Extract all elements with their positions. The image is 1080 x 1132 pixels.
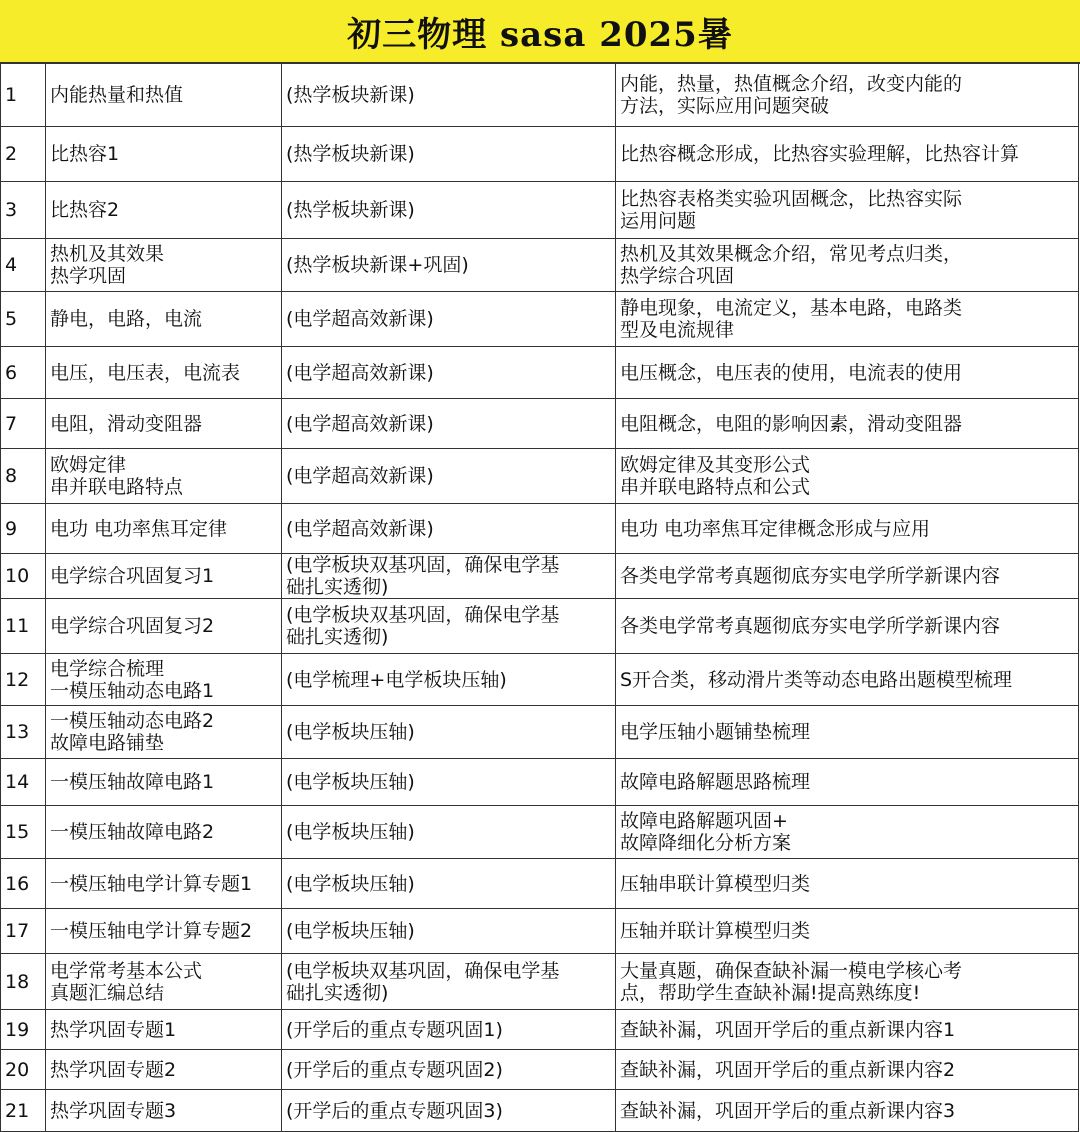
cell-topic: 热学巩固专题2 (46, 1050, 282, 1090)
cell-description: 热机及其效果概念介绍，常见考点归类， 热学综合巩固 (616, 239, 1079, 292)
cell-number: 21 (1, 1090, 46, 1132)
cell-number: 11 (1, 599, 46, 654)
cell-topic: 电学综合巩固复习2 (46, 599, 282, 654)
cell-topic: 热机及其效果 热学巩固 (46, 239, 282, 292)
cell-description: 电压概念，电压表的使用，电流表的使用 (616, 347, 1079, 399)
cell-number: 2 (1, 127, 46, 182)
table-row (1, 504, 1079, 554)
table-row (1, 599, 1079, 654)
cell-type: (电学板块压轴) (282, 806, 616, 859)
table-row (1, 859, 1079, 909)
cell-topic: 电功 电功率焦耳定律 (46, 504, 282, 554)
cell-number: 17 (1, 909, 46, 954)
cell-number: 10 (1, 554, 46, 599)
cell-description: S开合类，移动滑片类等动态电路出题模型梳理 (616, 654, 1079, 706)
cell-number: 8 (1, 449, 46, 504)
cell-description: 各类电学常考真题彻底夯实电学所学新课内容 (616, 599, 1079, 654)
table-row (1, 706, 1079, 759)
cell-description: 电阻概念，电阻的影响因素，滑动变阻器 (616, 399, 1079, 449)
table-row (1, 127, 1079, 182)
cell-type: (开学后的重点专题巩固3) (282, 1090, 616, 1132)
cell-type: (热学板块新课+巩固) (282, 239, 616, 292)
cell-description: 比热容概念形成，比热容实验理解，比热容计算 (616, 127, 1079, 182)
cell-number: 6 (1, 347, 46, 399)
cell-type: (电学板块压轴) (282, 859, 616, 909)
table-row (1, 806, 1079, 859)
table-body (1, 63, 1079, 1132)
cell-number: 18 (1, 954, 46, 1010)
cell-description: 欧姆定律及其变形公式 串并联电路特点和公式 (616, 449, 1079, 504)
table-row (1, 1050, 1079, 1090)
table-row (1, 239, 1079, 292)
cell-type: (电学超高效新课) (282, 347, 616, 399)
cell-number: 5 (1, 292, 46, 347)
cell-description: 查缺补漏，巩固开学后的重点新课内容3 (616, 1090, 1079, 1132)
cell-topic: 一模压轴故障电路1 (46, 759, 282, 806)
cell-number: 15 (1, 806, 46, 859)
table-row (1, 1010, 1079, 1050)
cell-topic: 比热容2 (46, 182, 282, 239)
table-row (1, 292, 1079, 347)
cell-topic: 静电，电路，电流 (46, 292, 282, 347)
cell-topic: 电学综合巩固复习1 (46, 554, 282, 599)
cell-topic: 电学常考基本公式 真题汇编总结 (46, 954, 282, 1010)
cell-topic: 热学巩固专题3 (46, 1090, 282, 1132)
cell-number: 20 (1, 1050, 46, 1090)
cell-topic: 电阻，滑动变阻器 (46, 399, 282, 449)
cell-number: 1 (1, 63, 46, 127)
page-title: 初三物理 sasa 2025暑 (347, 14, 733, 55)
cell-number: 12 (1, 654, 46, 706)
cell-type: (热学板块新课) (282, 127, 616, 182)
cell-type: (电学超高效新课) (282, 399, 616, 449)
cell-description: 内能，热量，热值概念介绍，改变内能的 方法，实际应用问题突破 (616, 63, 1079, 127)
table-row (1, 1090, 1079, 1132)
cell-type: (电学板块压轴) (282, 909, 616, 954)
cell-number: 9 (1, 504, 46, 554)
cell-number: 13 (1, 706, 46, 759)
cell-topic: 一模压轴动态电路2 故障电路铺垫 (46, 706, 282, 759)
table-row (1, 63, 1079, 127)
cell-description: 故障电路解题巩固+ 故障降细化分析方案 (616, 806, 1079, 859)
cell-topic: 一模压轴电学计算专题2 (46, 909, 282, 954)
cell-description: 比热容表格类实验巩固概念，比热容实际 运用问题 (616, 182, 1079, 239)
course-schedule-table (0, 62, 1079, 1132)
cell-topic: 热学巩固专题1 (46, 1010, 282, 1050)
cell-type: (电学超高效新课) (282, 449, 616, 504)
table-row (1, 347, 1079, 399)
table-row (1, 909, 1079, 954)
cell-topic: 一模压轴故障电路2 (46, 806, 282, 859)
cell-type: (电学板块双基巩固，确保电学基 础扎实透彻) (282, 599, 616, 654)
table-row (1, 399, 1079, 449)
cell-topic: 一模压轴电学计算专题1 (46, 859, 282, 909)
cell-type: (电学板块双基巩固，确保电学基 础扎实透彻) (282, 954, 616, 1010)
cell-type: (电学超高效新课) (282, 292, 616, 347)
cell-description: 故障电路解题思路梳理 (616, 759, 1079, 806)
cell-type: (开学后的重点专题巩固2) (282, 1050, 616, 1090)
cell-type: (热学板块新课) (282, 182, 616, 239)
cell-number: 19 (1, 1010, 46, 1050)
table-row (1, 554, 1079, 599)
table-row (1, 759, 1079, 806)
cell-description: 各类电学常考真题彻底夯实电学所学新课内容 (616, 554, 1079, 599)
cell-description: 电学压轴小题铺垫梳理 (616, 706, 1079, 759)
cell-description: 静电现象，电流定义，基本电路，电路类 型及电流规律 (616, 292, 1079, 347)
cell-description: 查缺补漏，巩固开学后的重点新课内容2 (616, 1050, 1079, 1090)
cell-number: 4 (1, 239, 46, 292)
cell-type: (电学梳理+电学板块压轴) (282, 654, 616, 706)
cell-topic: 欧姆定律 串并联电路特点 (46, 449, 282, 504)
cell-type: (电学超高效新课) (282, 504, 616, 554)
cell-number: 7 (1, 399, 46, 449)
cell-topic: 电学综合梳理 一模压轴动态电路1 (46, 654, 282, 706)
cell-number: 3 (1, 182, 46, 239)
title-bar (0, 0, 1080, 64)
cell-description: 压轴串联计算模型归类 (616, 859, 1079, 909)
cell-topic: 比热容1 (46, 127, 282, 182)
cell-type: (电学板块压轴) (282, 759, 616, 806)
table-row (1, 182, 1079, 239)
cell-description: 查缺补漏，巩固开学后的重点新课内容1 (616, 1010, 1079, 1050)
cell-type: (电学板块双基巩固，确保电学基 础扎实透彻) (282, 554, 616, 599)
cell-description: 电功 电功率焦耳定律概念形成与应用 (616, 504, 1079, 554)
cell-number: 14 (1, 759, 46, 806)
table-row (1, 449, 1079, 504)
table-row (1, 954, 1079, 1010)
cell-description: 压轴并联计算模型归类 (616, 909, 1079, 954)
cell-topic: 电压，电压表，电流表 (46, 347, 282, 399)
cell-description: 大量真题，确保查缺补漏一模电学核心考 点，帮助学生查缺补漏!提高熟练度! (616, 954, 1079, 1010)
cell-type: (热学板块新课) (282, 63, 616, 127)
table-row (1, 654, 1079, 706)
cell-number: 16 (1, 859, 46, 909)
cell-type: (电学板块压轴) (282, 706, 616, 759)
cell-topic: 内能热量和热值 (46, 63, 282, 127)
cell-type: (开学后的重点专题巩固1) (282, 1010, 616, 1050)
